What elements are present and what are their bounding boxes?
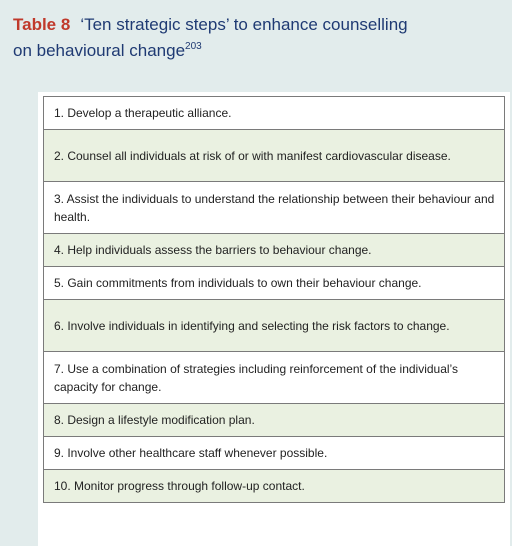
table-row <box>44 97 505 130</box>
table-row <box>44 352 505 404</box>
table-row <box>44 267 505 300</box>
table-row <box>44 470 505 503</box>
step-cell: 8. Design a lifestyle modification plan. <box>44 404 505 437</box>
caption-line-1 <box>13 12 512 38</box>
caption-title-part-2: on behavioural change <box>13 41 186 60</box>
table-label: Table 8 <box>13 15 71 34</box>
step-cell: 6. Involve individuals in identifying and selecting the risk factors to change. <box>44 300 505 352</box>
table-row <box>44 404 505 437</box>
table-row <box>44 182 505 234</box>
step-cell: 1. Develop a therapeutic alliance. <box>44 97 505 130</box>
caption-line-2 <box>13 38 512 64</box>
table-container <box>38 92 510 546</box>
step-cell: 9. Involve other healthcare staff whenever possible. <box>44 437 505 470</box>
step-cell: 10. Monitor progress through follow-up contact. <box>44 470 505 503</box>
table-caption <box>13 12 512 64</box>
reference-superscript: 203 <box>185 41 202 52</box>
steps-table <box>43 96 505 503</box>
step-cell: 4. Help individuals assess the barriers to behaviour change. <box>44 234 505 267</box>
caption-title-part-1: ‘Ten strategic steps’ to enhance counselling <box>80 15 408 34</box>
step-cell: 2. Counsel all individuals at risk of or with manifest cardiovascular disease. <box>44 130 505 182</box>
step-cell: 3. Assist the individuals to understand the relationship between their behaviour and health. <box>44 182 505 234</box>
table-row <box>44 130 505 182</box>
step-cell: 5. Gain commitments from individuals to own their behaviour change. <box>44 267 505 300</box>
table-row <box>44 300 505 352</box>
table-row <box>44 234 505 267</box>
step-cell: 7. Use a combination of strategies including reinforcement of the individual’s capacity for change. <box>44 352 505 404</box>
table-row <box>44 437 505 470</box>
